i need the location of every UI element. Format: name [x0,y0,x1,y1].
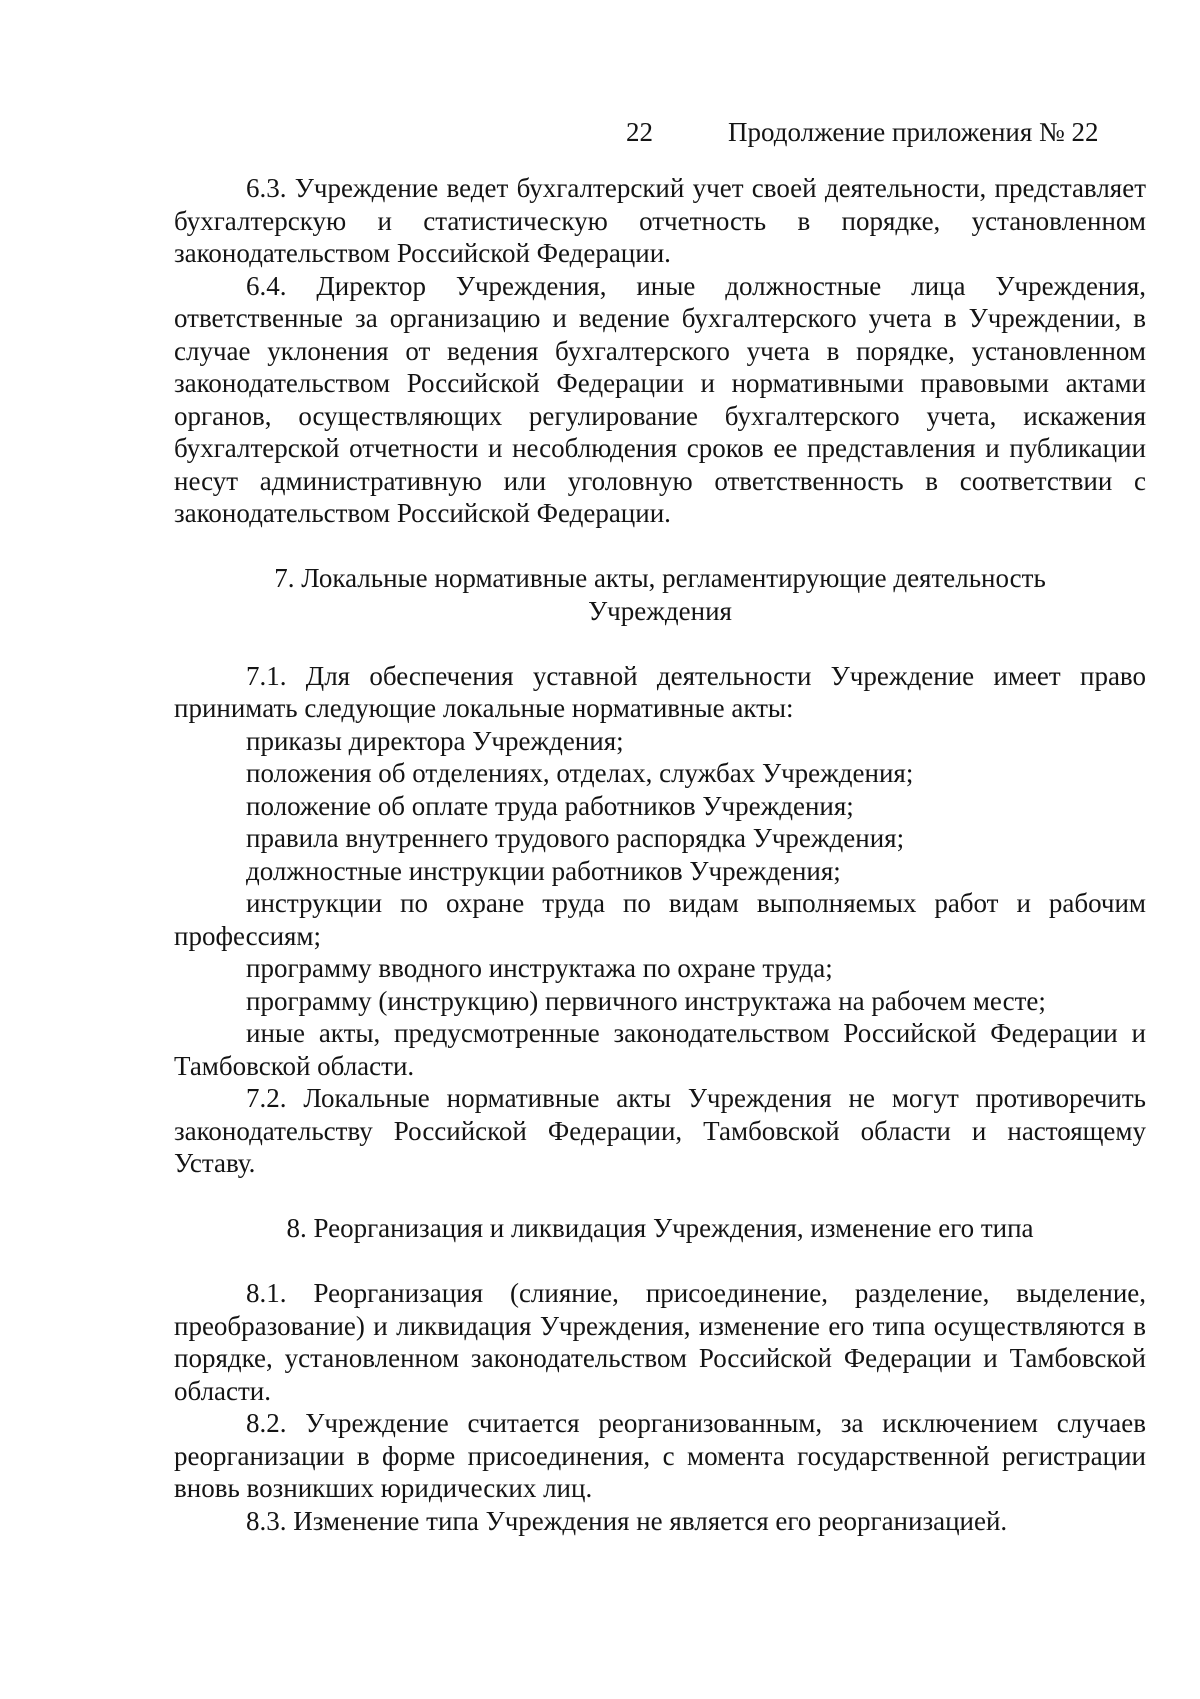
spacer [174,1245,1146,1278]
page-header [0,112,1200,152]
spacer [174,627,1146,660]
paragraph-6-3: 6.3. Учреждение ведет бухгалтерский учет своей деятельности, представляет бухгалтерскую и статистическую отчетность в порядке, установленном законодательством Российской Федерации. [174,173,1146,268]
section-8-heading: 8. Реорганизация и ликвидация Учреждения, изменение его типа [286,1213,1034,1243]
list-item: программу вводного инструктажа по охране труда; [246,953,833,983]
spacer [174,530,1146,563]
paragraph-7-1: 7.1. Для обеспечения уставной деятельности Учреждение имеет право принимать следующие локальные нормативные акты: [174,660,1146,723]
list-item: положения об отделениях, отделах, службах Учреждения; [246,758,914,788]
section-7-heading-line-1: 7. Локальные нормативные акты, регламентирующие деятельность [274,563,1046,593]
section-7-heading-line-2: Учреждения [588,595,732,626]
page-number: 22 [626,117,653,147]
list-item: инструкции по охране труда по видам выполняемых работ и рабочим профессиям; [174,888,1146,951]
paragraph-8-3: 8.3. Изменение типа Учреждения не является его реорганизацией. [246,1505,1008,1536]
list-item: программу (инструкцию) первичного инструктажа на рабочем месте; [246,985,1046,1016]
section-7-heading [174,562,1146,627]
list-item: иные акты, предусмотренные законодательством Российской Федерации и Тамбовской области. [174,1018,1146,1081]
paragraph-7-2: 7.2. Локальные нормативные акты Учреждения не могут противоречить законодательству Российской Федерации, Тамбовской области и настоящему Уставу. [174,1083,1146,1178]
paragraph-8-1: 8.1. Реорганизация (слияние, присоединение, разделение, выделение, преобразование) и ликвидация Учреждения, изменение его типа осуществляются в порядке, установленном законодательством Российской Федерации и Тамбовской области. [174,1278,1146,1406]
spacer [174,1180,1146,1213]
paragraph-6-4: 6.4. Директор Учреждения, иные должностные лица Учреждения, ответственные за организацию и ведение бухгалтерского учета в Учреждении, в случае уклонения от ведения бухгалтерского учета в порядке, установленном законодательством Российской Федерации и нормативными правовыми актами органов, осуществляющих регулирование бухгалтерского учета, искажения бухгалтерской отчетности и несоблюдения сроков ее представления и публикации несут административную или уголовную ответственность в соответствии с законодательством Российской Федерации. [174,270,1146,528]
paragraph-8-2: 8.2. Учреждение считается реорганизованным, за исключением случаев реорганизации в форме присоединения, с момента государственной регистрации вновь возникших юридических лиц. [174,1408,1146,1503]
list-item: приказы директора Учреждения; [246,725,624,756]
document-body [174,172,1146,1537]
header-title: Продолжение приложения № 22 [728,117,1099,147]
list-item: положение об оплате труда работников Учреждения; [246,790,854,821]
list-item: правила внутреннего трудового распорядка Учреждения; [246,823,905,853]
list-item: должностные инструкции работников Учреждения; [246,855,841,886]
